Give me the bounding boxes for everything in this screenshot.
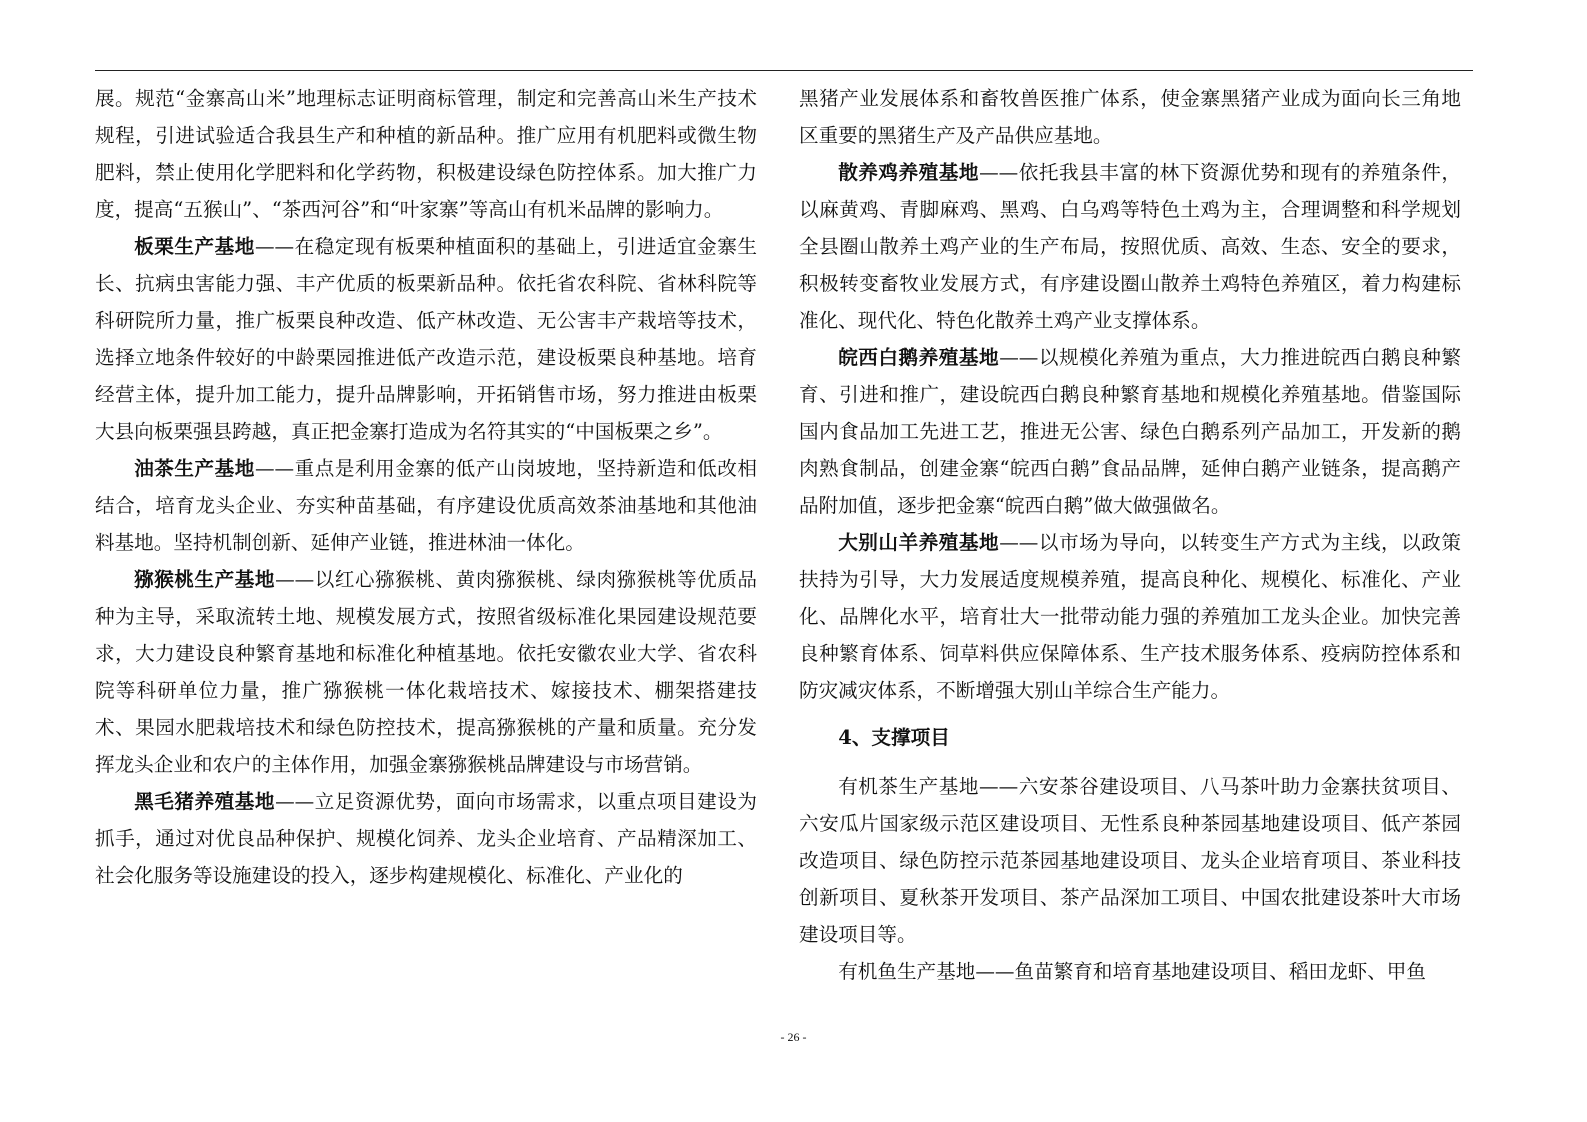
right-column bbox=[799, 80, 1461, 990]
paragraph-goat bbox=[799, 524, 1461, 709]
paragraph-organic-fish-projects: 有机鱼生产基地——鱼苗繁育和培育基地建设项目、稻田龙虾、甲鱼 bbox=[838, 960, 1426, 983]
paragraph-text: ——依托我县丰富的林下资源优势和现有的养殖条件，以麻黄鸡、青脚麻鸡、黑鸡、白乌鸡等特色土鸡为主，合理调整和科学规划全县圈山散养土鸡产业的生产布局，按照优质、高效、生态、安全的要求，积极转变畜牧业发展方式，有序建设圈山散养土鸡特色养殖区，着力构建标准化、现代化、特色化散养土鸡产业支撑体系。 bbox=[799, 161, 1461, 332]
paragraph-free-range-chicken bbox=[799, 154, 1461, 339]
paragraph-text: ——以红心猕猴桃、黄肉猕猴桃、绿肉猕猴桃等优质品种为主导，采取流转土地、规模发展方式，按照省级标准化果园建设规范要求，大力建设良种繁育基地和标准化种植基地。依托安徽农业大学、省农科院等科研单位力量，推广猕猴桃一体化栽培技术、嫁接技术、棚架搭建技术、果园水肥栽培技术和绿色防控技术，提高猕猴桃的产量和质量。充分发挥龙头企业和农户的主体作用，加强金寨猕猴桃品牌建设与市场营销。 bbox=[95, 568, 757, 776]
paragraph-text: ——重点是利用金寨的低产山岗坡地，坚持新造和低改相结合，培育龙头企业、夯实种苗基础，有序建设优质高效茶油基地和其他油料基地。坚持机制创新、延伸产业链，推进林油一体化。 bbox=[95, 457, 757, 554]
paragraph-white-goose bbox=[799, 339, 1461, 524]
paragraph-camellia-oil bbox=[95, 450, 757, 561]
paragraph-organic-tea-projects: 有机茶生产基地——六安茶谷建设项目、八马茶叶助力金寨扶贫项目、六安瓜片国家级示范区建设项目、无性系良种茶园基地建设项目、低产茶园改造项目、绿色防控示范茶园基地建设项目、龙头企业培育项目、茶业科技创新项目、夏秋茶开发项目、茶产品深加工项目、中国农批建设茶叶大市场建设项目等。 bbox=[799, 775, 1461, 946]
paragraph-black-pig-continued: 黑猪产业发展体系和畜牧兽医推广体系，使金寨黑猪产业成为面向长三角地区重要的黑猪生产及产品供应基地。 bbox=[799, 87, 1461, 147]
header-rule bbox=[95, 70, 1473, 71]
paragraph-text: ——以规模化养殖为重点，大力推进皖西白鹅良种繁育、引进和推广，建设皖西白鹅良种繁育基地和规模化养殖基地。借鉴国际国内食品加工先进工艺，推进无公害、绿色白鹅系列产品加工，开发新的鹅肉熟食制品，创建金寨“皖西白鹅”食品品牌，延伸白鹅产业链条，提高鹅产品附加值，逐步把金寨“皖西白鹅”做大做强做名。 bbox=[799, 346, 1461, 517]
section-lead-chestnut: 板栗生产基地 bbox=[134, 235, 255, 258]
paragraph-chestnut bbox=[95, 228, 757, 450]
section-lead-goose: 皖西白鹅养殖基地 bbox=[838, 346, 1000, 369]
paragraph-rice-continued: 展。规范“金寨高山米”地理标志证明商标管理，制定和完善高山米生产技术规程，引进试验适合我县生产和种植的新品种。推广应用有机肥料或微生物肥料，禁止使用化学肥料和化学药物，积极建设绿色防控体系。加大推广力度，提高“五猴山”、“茶西河谷”和“叶家寨”等高山有机米品牌的影响力。 bbox=[95, 87, 757, 221]
paragraph-kiwi bbox=[95, 561, 757, 783]
section-lead-chicken: 散养鸡养殖基地 bbox=[838, 161, 980, 184]
left-column bbox=[95, 80, 757, 894]
section-lead-black-pig: 黑毛猪养殖基地 bbox=[134, 790, 276, 813]
section-lead-goat: 大别山羊养殖基地 bbox=[838, 531, 1000, 554]
paragraph-text: ——以市场为导向，以转变生产方式为主线，以政策扶持为引导，大力发展适度规模养殖，提高良种化、规模化、标准化、产业化、品牌化水平，培育壮大一批带动能力强的养殖加工龙头企业。加快完善良种繁育体系、饲草料供应保障体系、生产技术服务体系、疫病防控体系和防灾减灾体系，不断增强大别山羊综合生产能力。 bbox=[799, 531, 1461, 702]
paragraph-text: ——立足资源优势，面向市场需求，以重点项目建设为抓手，通过对优良品种保护、规模化饲养、龙头企业培育、产品精深加工、社会化服务等设施建设的投入，逐步构建规模化、标准化、产业化的 bbox=[95, 790, 757, 887]
section-heading-support-projects: 4、支撑项目 bbox=[838, 726, 950, 749]
page-number: - 26 - bbox=[780, 1030, 807, 1044]
paragraph-text: ——在稳定现有板栗种植面积的基础上，引进适宜金寨生长、抗病虫害能力强、丰产优质的板栗新品种。依托省农科院、省林科院等科研院所力量，推广板栗良种改造、低产林改造、无公害丰产栽培等技术，选择立地条件较好的中龄栗园推进低产改造示范，建设板栗良种基地。培育经营主体，提升加工能力，提升品牌影响，开拓销售市场，努力推进由板栗大县向板栗强县跨越，真正把金寨打造成为名符其实的“中国板栗之乡”。 bbox=[95, 235, 757, 443]
section-lead-kiwi: 猕猴桃生产基地 bbox=[134, 568, 276, 591]
paragraph-black-pig bbox=[95, 783, 757, 894]
section-lead-camellia-oil: 油茶生产基地 bbox=[134, 457, 255, 480]
